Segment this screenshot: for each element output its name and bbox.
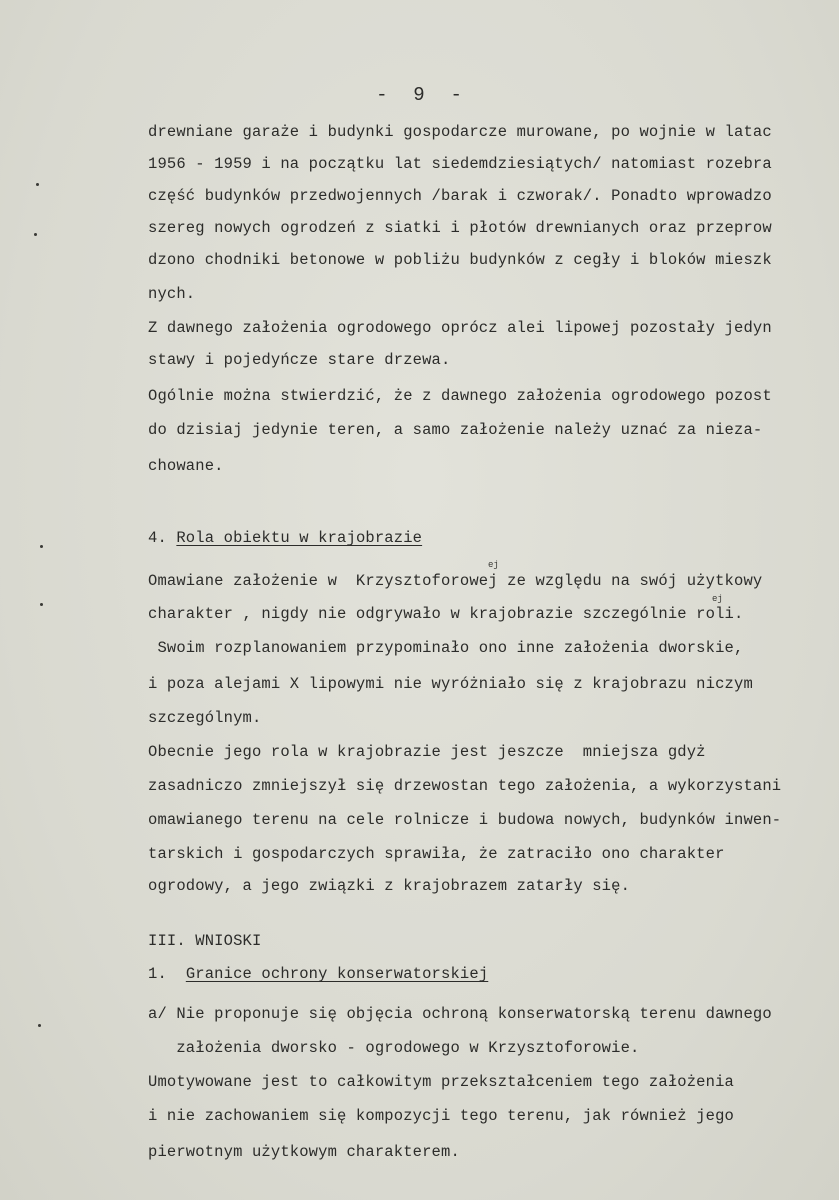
- subsection-number: 1.: [148, 965, 167, 983]
- margin-speck: [34, 233, 37, 236]
- margin-speck: [38, 1024, 41, 1027]
- text-line: ogrodowy, a jego związki z krajobrazem zatarły się.: [148, 877, 631, 895]
- text-line: i nie zachowaniem się kompozycji tego terenu, jak również jego: [148, 1107, 734, 1125]
- text-line: dzono chodniki betonowe w pobliżu budynków z cegły i bloków mieszk: [148, 251, 772, 269]
- text-line: nych.: [148, 285, 196, 303]
- chapter-heading: III. WNIOSKI: [148, 932, 262, 950]
- text-line: zasadniczo zmniejszył się drzewostan tego założenia, a wykorzystani: [148, 777, 782, 795]
- subsection-heading: [148, 964, 488, 984]
- section-heading: [148, 528, 422, 548]
- text-line: a/ Nie proponuje się objęcia ochroną konserwatorską terenu dawnego: [148, 1005, 772, 1023]
- text-line: omawianego terenu na cele rolnicze i budowa nowych, budynków inwen-: [148, 811, 782, 829]
- text-line: szereg nowych ogrodzeń z siatki i płotów drewnianych oraz przeprow: [148, 219, 772, 237]
- subsection-title: Granice ochrony konserwatorskiej: [185, 965, 489, 983]
- text-line: tarskich i gospodarczych sprawiła, że zatraciło ono charakter: [148, 845, 725, 863]
- handwritten-correction: ej: [712, 594, 723, 604]
- text-line: 1956 - 1959 i na początku lat siedemdziesiątych/ natomiast rozebra: [148, 155, 772, 173]
- text-line: założenia dworsko - ogrodowego w Krzysztoforowie.: [148, 1039, 640, 1057]
- text-line: pierwotnym użytkowym charakterem.: [148, 1143, 460, 1161]
- text-line: stawy i pojedyńcze stare drzewa.: [148, 351, 451, 369]
- text-line: Ogólnie można stwierdzić, że z dawnego założenia ogrodowego pozost: [148, 387, 772, 405]
- text-line: Obecnie jego rola w krajobrazie jest jeszcze mniejsza gdyż: [148, 743, 706, 761]
- text-line: Omawiane założenie w Krzysztoforowej ze względu na swój użytkowy: [148, 572, 763, 590]
- text-line: Swoim rozplanowaniem przypominało ono inne założenia dworskie,: [148, 639, 744, 657]
- text-line: szczególnym.: [148, 709, 262, 727]
- text-line: charakter , nigdy nie odgrywało w krajobrazie szczególnie roli.: [148, 605, 744, 623]
- text-line: Z dawnego założenia ogrodowego oprócz alei lipowej pozostały jedyn: [148, 319, 772, 337]
- text-line: drewniane garaże i budynki gospodarcze murowane, po wojnie w latac: [148, 123, 772, 141]
- section-title: Rola obiektu w krajobrazie: [176, 529, 423, 547]
- margin-speck: [40, 603, 43, 606]
- handwritten-correction: ej: [488, 560, 499, 570]
- page-number: - 9 -: [376, 84, 463, 106]
- text-line: do dzisiaj jedynie teren, a samo założenie należy uznać za nieza-: [148, 421, 763, 439]
- section-number: 4.: [148, 529, 167, 547]
- text-line: część budynków przedwojennych /barak i czworak/. Ponadto wprowadzo: [148, 187, 772, 205]
- text-line: i poza alejami X lipowymi nie wyróżniało się z krajobrazu niczym: [148, 675, 753, 693]
- margin-speck: [40, 545, 43, 548]
- text-line: chowane.: [148, 457, 224, 475]
- margin-speck: [36, 183, 39, 186]
- text-line: Umotywowane jest to całkowitym przekształceniem tego założenia: [148, 1073, 734, 1091]
